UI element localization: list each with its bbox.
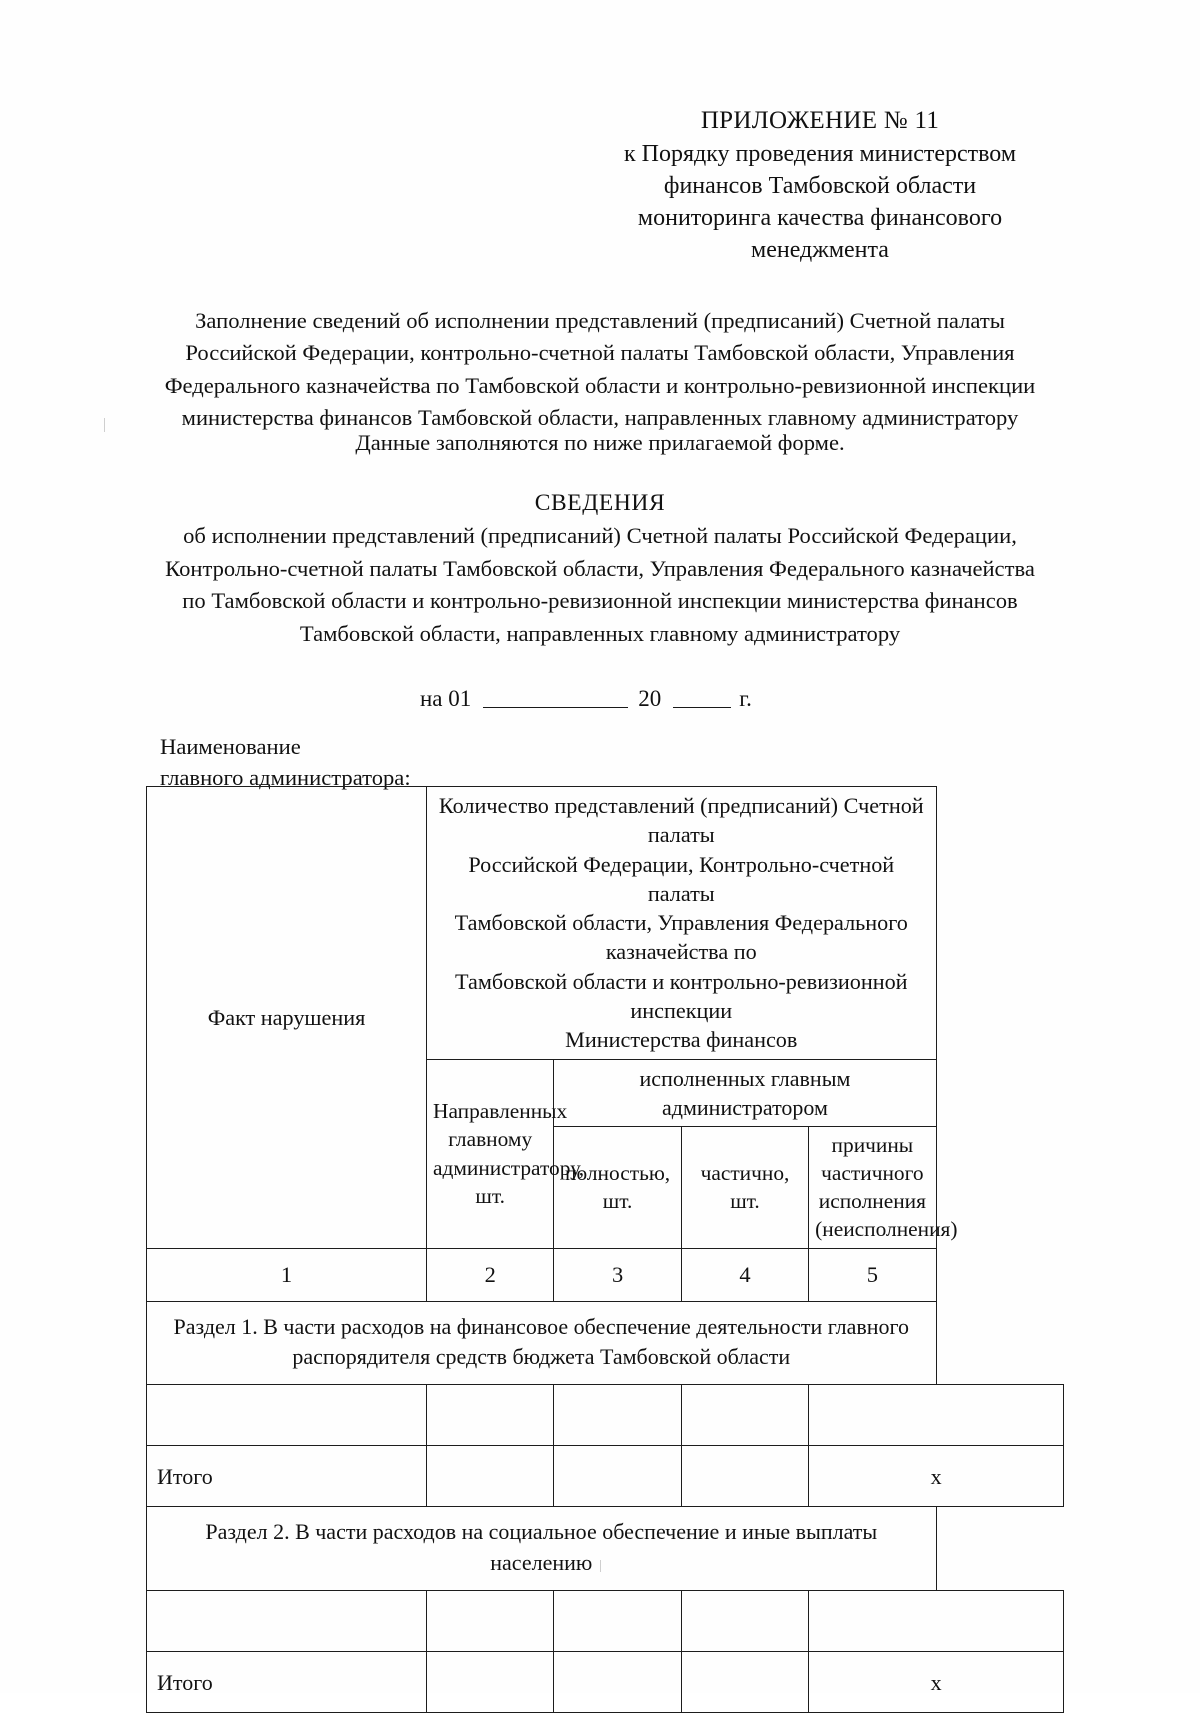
header-cell-fact-of-violation: Факт нарушения bbox=[147, 787, 427, 1249]
column-number-2: 2 bbox=[427, 1248, 554, 1301]
quantity-group-line-1: Количество представлений (предписаний) Счетной палаты bbox=[438, 793, 924, 848]
table-row[interactable] bbox=[147, 1385, 1064, 1446]
header-cell-executed-group: исполненных главным администратором bbox=[554, 1059, 936, 1126]
sent-line-4: шт. bbox=[475, 1183, 505, 1208]
reasons-line-4: (неисполнения) bbox=[815, 1217, 958, 1242]
svedeniya-line-2: Контрольно-счетной палаты Тамбовской области, Управления Федерального казначейства bbox=[165, 555, 1035, 581]
column-number-5: 5 bbox=[809, 1248, 936, 1301]
section-1-total-col2[interactable] bbox=[554, 1446, 681, 1507]
section-2-total-cell-b[interactable] bbox=[427, 1652, 554, 1713]
fully-line-1: полностью, bbox=[565, 1160, 671, 1185]
appendix-number: ПРИЛОЖЕНИЕ № 11 bbox=[700, 107, 940, 134]
sent-line-2: главному bbox=[448, 1127, 533, 1152]
administrator-label-line-1: Наименование bbox=[160, 734, 301, 759]
section-2-blank-cell-a[interactable] bbox=[147, 1591, 427, 1652]
section-1-total-cell-b[interactable] bbox=[427, 1446, 554, 1507]
intro-line-4: министерства финансов Тамбовской области, направленных главному администратору bbox=[181, 404, 1019, 430]
header-cell-fully bbox=[554, 1126, 681, 1248]
header-cell-quantity-group bbox=[427, 787, 937, 1060]
appendix-reference-line-4: менеджмента bbox=[751, 236, 889, 263]
svedeniya-title: СВЕДЕНИЯ bbox=[534, 490, 666, 516]
partially-line-1: частично, bbox=[700, 1160, 790, 1185]
section-1-blank-cell-col4-5[interactable] bbox=[809, 1385, 1064, 1446]
header-cell-partially bbox=[681, 1126, 808, 1248]
section-1-total-row bbox=[147, 1446, 1064, 1507]
section-2-total-col2[interactable] bbox=[554, 1652, 681, 1713]
section-2-blank-cell-b[interactable] bbox=[427, 1591, 554, 1652]
section-1-total-col3[interactable] bbox=[681, 1446, 808, 1507]
table-column-number-row bbox=[147, 1248, 1064, 1301]
intro-note: Данные заполняются по ниже прилагаемой форме. bbox=[355, 430, 845, 455]
svedeniya-line-3: по Тамбовской области и контрольно-ревизионной инспекции министерства финансов bbox=[182, 588, 1018, 614]
date-month-field[interactable] bbox=[483, 706, 628, 708]
section-1-blank-cell-col2[interactable] bbox=[554, 1385, 681, 1446]
section-2-total-row bbox=[147, 1652, 1064, 1713]
section-2-blank-cell-col2[interactable] bbox=[554, 1591, 681, 1652]
reasons-line-3: исполнения bbox=[818, 1189, 926, 1214]
quantity-group-line-2: Российской Федерации, Контрольно-счетной палаты bbox=[468, 851, 895, 906]
appendix-reference-line-3: мониторинга качества финансового bbox=[637, 205, 1003, 232]
column-number-4: 4 bbox=[681, 1248, 808, 1301]
date-prefix-label: на 01 bbox=[420, 686, 472, 711]
sent-line-1: Направленных bbox=[433, 1099, 568, 1124]
column-number-3: 3 bbox=[554, 1248, 681, 1301]
section-2-blank-cell-col4-5[interactable] bbox=[809, 1591, 1064, 1652]
section-title-row-2 bbox=[147, 1507, 1064, 1591]
intro-line-1: Заполнение сведений об исполнении представлений (предписаний) Счетной палаты bbox=[195, 308, 1005, 333]
date-suffix-label: г. bbox=[739, 686, 752, 711]
section-1-blank-cell-col3[interactable] bbox=[681, 1385, 808, 1446]
section-2-title-line-1: Раздел 2. В части расходов на социальное обеспечение и иные выплаты населению bbox=[205, 1519, 878, 1575]
quantity-group-line-3: Тамбовской области, Управления Федерального казначейства по bbox=[454, 910, 908, 965]
scan-artifact-left bbox=[104, 418, 105, 432]
svedeniya-description bbox=[140, 520, 1060, 650]
intro-line-3: Федерального казначейства по Тамбовской области и контрольно-ревизионной инспекции bbox=[164, 372, 1036, 398]
administrator-name-label bbox=[160, 732, 411, 793]
svedeniya-line-4: Тамбовской области, направленных главному администратору bbox=[299, 620, 901, 646]
svedeniya-line-1: об исполнении представлений (предписаний) Счетной палаты Российской Федерации, bbox=[183, 523, 1017, 548]
section-1-blank-cell-b[interactable] bbox=[427, 1385, 554, 1446]
intro-paragraph bbox=[150, 305, 1050, 434]
report-form-table bbox=[146, 786, 1064, 1713]
quantity-group-line-4: Тамбовской области и контрольно-ревизионной инспекции bbox=[455, 968, 908, 1024]
partially-line-2: шт. bbox=[730, 1189, 760, 1214]
table-row[interactable] bbox=[147, 1591, 1064, 1652]
appendix-reference-line-2: финансов Тамбовской области bbox=[663, 173, 977, 200]
header-cell-sent-to-administrator bbox=[427, 1059, 585, 1248]
section-1-title bbox=[147, 1301, 937, 1385]
section-2-total-col3[interactable] bbox=[681, 1652, 808, 1713]
section-1-total-label: Итого bbox=[147, 1446, 427, 1507]
section-2-total-label: Итого bbox=[147, 1652, 427, 1713]
intro-line-2: Российской Федерации, контрольно-счетной палаты Тамбовской области, Управления bbox=[185, 340, 1015, 366]
report-date-line bbox=[420, 686, 840, 712]
reasons-line-2: частичного bbox=[821, 1160, 924, 1185]
section-2-blank-cell-col3[interactable] bbox=[681, 1591, 808, 1652]
header-cell-reasons bbox=[809, 1126, 958, 1248]
section-1-total-x-mark: х bbox=[809, 1446, 1064, 1507]
section-title-row-1 bbox=[147, 1301, 1064, 1385]
date-year-field[interactable] bbox=[673, 706, 731, 708]
section-2-total-x-mark: х bbox=[809, 1652, 1064, 1713]
appendix-header bbox=[560, 104, 1080, 267]
quantity-group-line-5: Министерства финансов bbox=[565, 1027, 798, 1053]
section-1-blank-cell-a[interactable] bbox=[147, 1385, 427, 1446]
appendix-reference-line-1: к Порядку проведения министерством bbox=[623, 141, 1017, 168]
sent-line-3: администратору, bbox=[433, 1155, 585, 1180]
fully-line-2: шт. bbox=[602, 1189, 633, 1214]
date-year-prefix-label: 20 bbox=[638, 686, 662, 711]
table-header-row-group bbox=[147, 787, 1064, 1060]
section-1-title-line-2: распорядителя средств бюджета Тамбовской области bbox=[292, 1344, 791, 1370]
administrator-label-line-2: главного администратора: bbox=[160, 764, 411, 790]
reasons-line-1: причины bbox=[831, 1132, 914, 1157]
section-1-title-line-1: Раздел 1. В части расходов на финансовое обеспечение деятельности главного bbox=[173, 1313, 910, 1339]
column-number-1: 1 bbox=[147, 1248, 427, 1301]
section-2-title bbox=[147, 1507, 937, 1591]
